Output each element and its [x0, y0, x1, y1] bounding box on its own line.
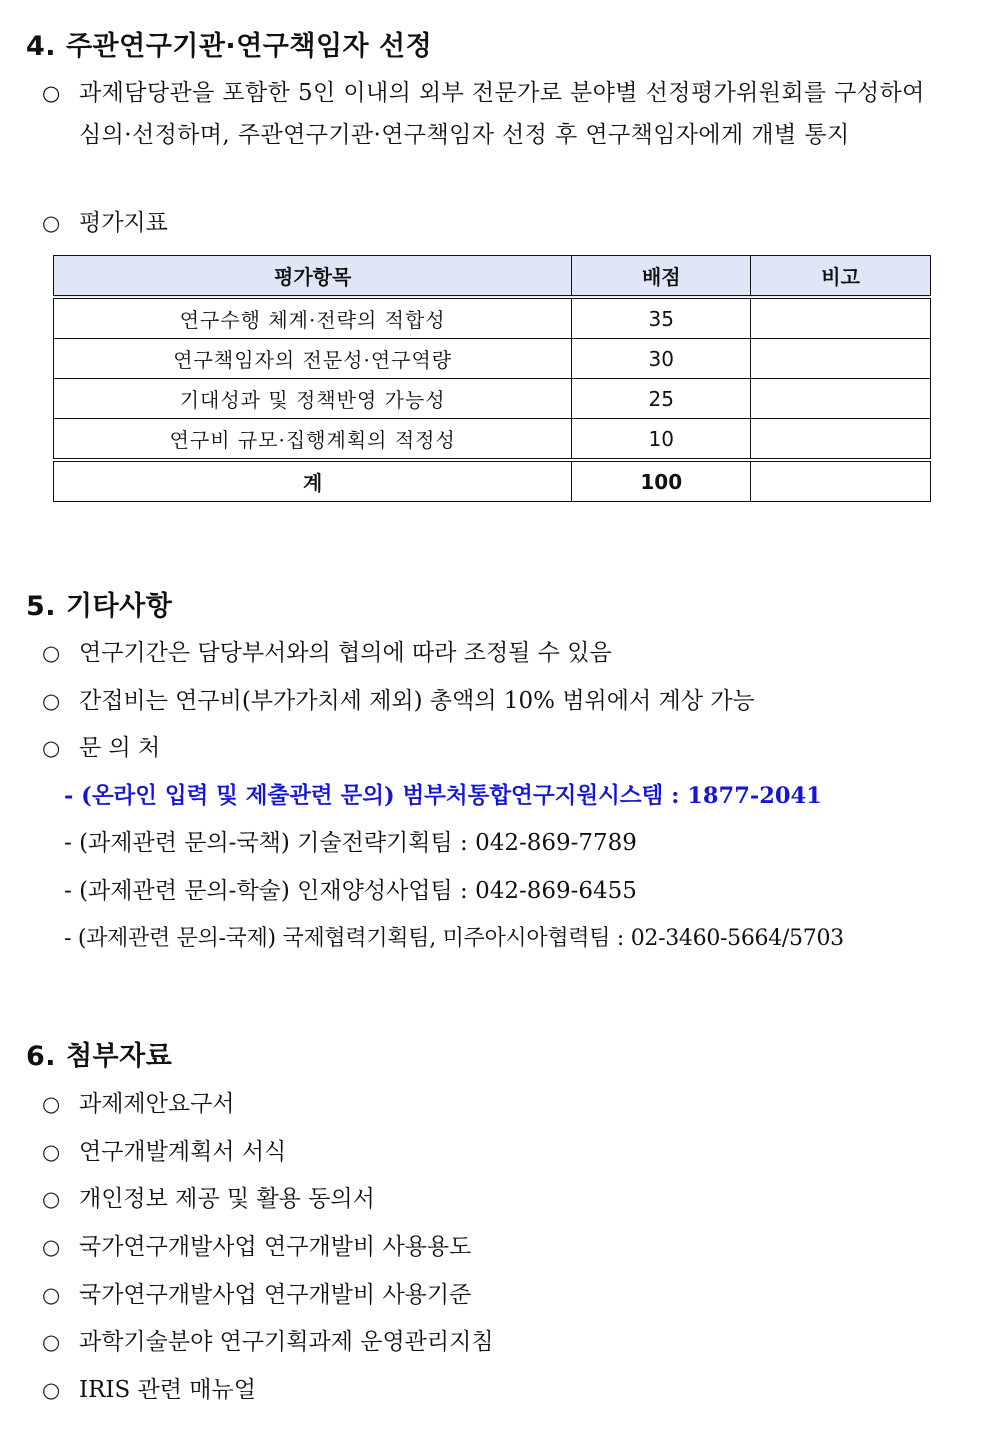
section-6-title: 6. 첨부자료 — [26, 1041, 173, 1072]
cell-score: 25 — [572, 379, 751, 419]
cell-item: 기대성과 및 정책반영 가능성 — [54, 379, 572, 419]
cell-item: 연구비 규모·집행계획의 적정성 — [54, 419, 572, 461]
item-text: 연구개발계획서 서식 — [79, 1139, 287, 1165]
bullet-circle-icon: ○ — [42, 1092, 61, 1116]
bullet-circle-icon: ○ — [42, 1140, 61, 1164]
item-text: 간접비는 연구비(부가가치세 제외) 총액의 10% 범위에서 계상 가능 — [79, 688, 755, 714]
header-note: 비고 — [751, 256, 931, 298]
cell-note — [751, 379, 931, 419]
bullet-circle-icon: ○ — [42, 736, 61, 760]
section-4-title: 4. 주관연구기관·연구책임자 선정 — [26, 31, 433, 62]
bullet-circle-icon: ○ — [42, 1283, 61, 1307]
bullet-circle-icon: ○ — [42, 1187, 61, 1211]
cell-note — [751, 419, 931, 461]
bullet-circle-icon: ○ — [42, 211, 61, 235]
cell-total-note — [751, 460, 931, 502]
bullet-circle-icon: ○ — [42, 81, 61, 105]
table-row — [54, 339, 931, 379]
item-text: 과제제안요구서 — [79, 1091, 235, 1117]
table-row — [54, 297, 931, 339]
attachment-item — [42, 1178, 375, 1220]
header-score: 배점 — [572, 256, 751, 298]
cell-note — [751, 297, 931, 339]
cell-score: 10 — [572, 419, 751, 461]
evaluation-table — [53, 255, 931, 502]
paragraph-text: 과제담당관을 포함한 5인 이내의 외부 전문가로 분야별 선정평가위원회를 구성하여 심의·선정하며, 주관연구기관·연구책임자 선정 후 연구책임자에게 개별 통지 — [79, 80, 925, 148]
item-text: 개인정보 제공 및 활용 동의서 — [79, 1186, 375, 1212]
attachment-item — [42, 1321, 494, 1363]
bullet-circle-icon: ○ — [42, 1330, 61, 1354]
section-5-item-contact — [42, 727, 160, 769]
attachment-item — [42, 1226, 471, 1268]
section-4-item-eval-index — [42, 202, 168, 244]
bullet-circle-icon: ○ — [42, 1378, 61, 1402]
attachment-item — [42, 1369, 256, 1411]
table-row — [54, 379, 931, 419]
cell-score: 30 — [572, 339, 751, 379]
attachment-item — [42, 1083, 235, 1125]
item-text: 문 의 처 — [79, 735, 161, 761]
cell-total-label: 계 — [54, 460, 572, 502]
table-header-row — [54, 256, 931, 298]
item-text: 평가지표 — [79, 210, 168, 236]
bullet-circle-icon: ○ — [42, 1235, 61, 1259]
header-eval-item: 평가항목 — [54, 256, 572, 298]
bullet-circle-icon: ○ — [42, 641, 61, 665]
bullet-circle-icon: ○ — [42, 689, 61, 713]
cell-note — [751, 339, 931, 379]
item-text: 과학기술분야 연구기획과제 운영관리지침 — [79, 1329, 494, 1355]
item-text: 연구기간은 담당부서와의 협의에 따라 조정될 수 있음 — [79, 640, 612, 666]
section-5-item — [42, 680, 755, 722]
contact-online: - (온라인 입력 및 제출관련 문의) 범부처통합연구지원시스템 : 1877-2041 — [64, 783, 822, 809]
table-row — [54, 419, 931, 461]
attachment-item — [42, 1274, 471, 1316]
section-5-item — [42, 632, 612, 674]
item-text: IRIS 관련 매뉴얼 — [79, 1377, 256, 1403]
table-total-row — [54, 460, 931, 502]
attachment-item — [42, 1131, 286, 1173]
item-text: 국가연구개발사업 연구개발비 사용기준 — [79, 1282, 472, 1308]
section-4-paragraph-1 — [42, 72, 942, 156]
cell-total-score: 100 — [572, 460, 751, 502]
item-text: 국가연구개발사업 연구개발비 사용용도 — [79, 1234, 472, 1260]
section-5-title: 5. 기타사항 — [26, 591, 173, 622]
cell-score: 35 — [572, 297, 751, 339]
cell-item: 연구책임자의 전문성·연구역량 — [54, 339, 572, 379]
contact-academic: - (과제관련 문의-학술) 인재양성사업팀 : 042-869-6455 — [64, 878, 637, 904]
cell-item: 연구수행 체계·전략의 적합성 — [54, 297, 572, 339]
contact-international: - (과제관련 문의-국제) 국제협력기획팀, 미주아시아협력팀 : 02-3460-5664/5703 — [64, 926, 844, 951]
contact-national: - (과제관련 문의-국책) 기술전략기획팀 : 042-869-7789 — [64, 830, 637, 856]
